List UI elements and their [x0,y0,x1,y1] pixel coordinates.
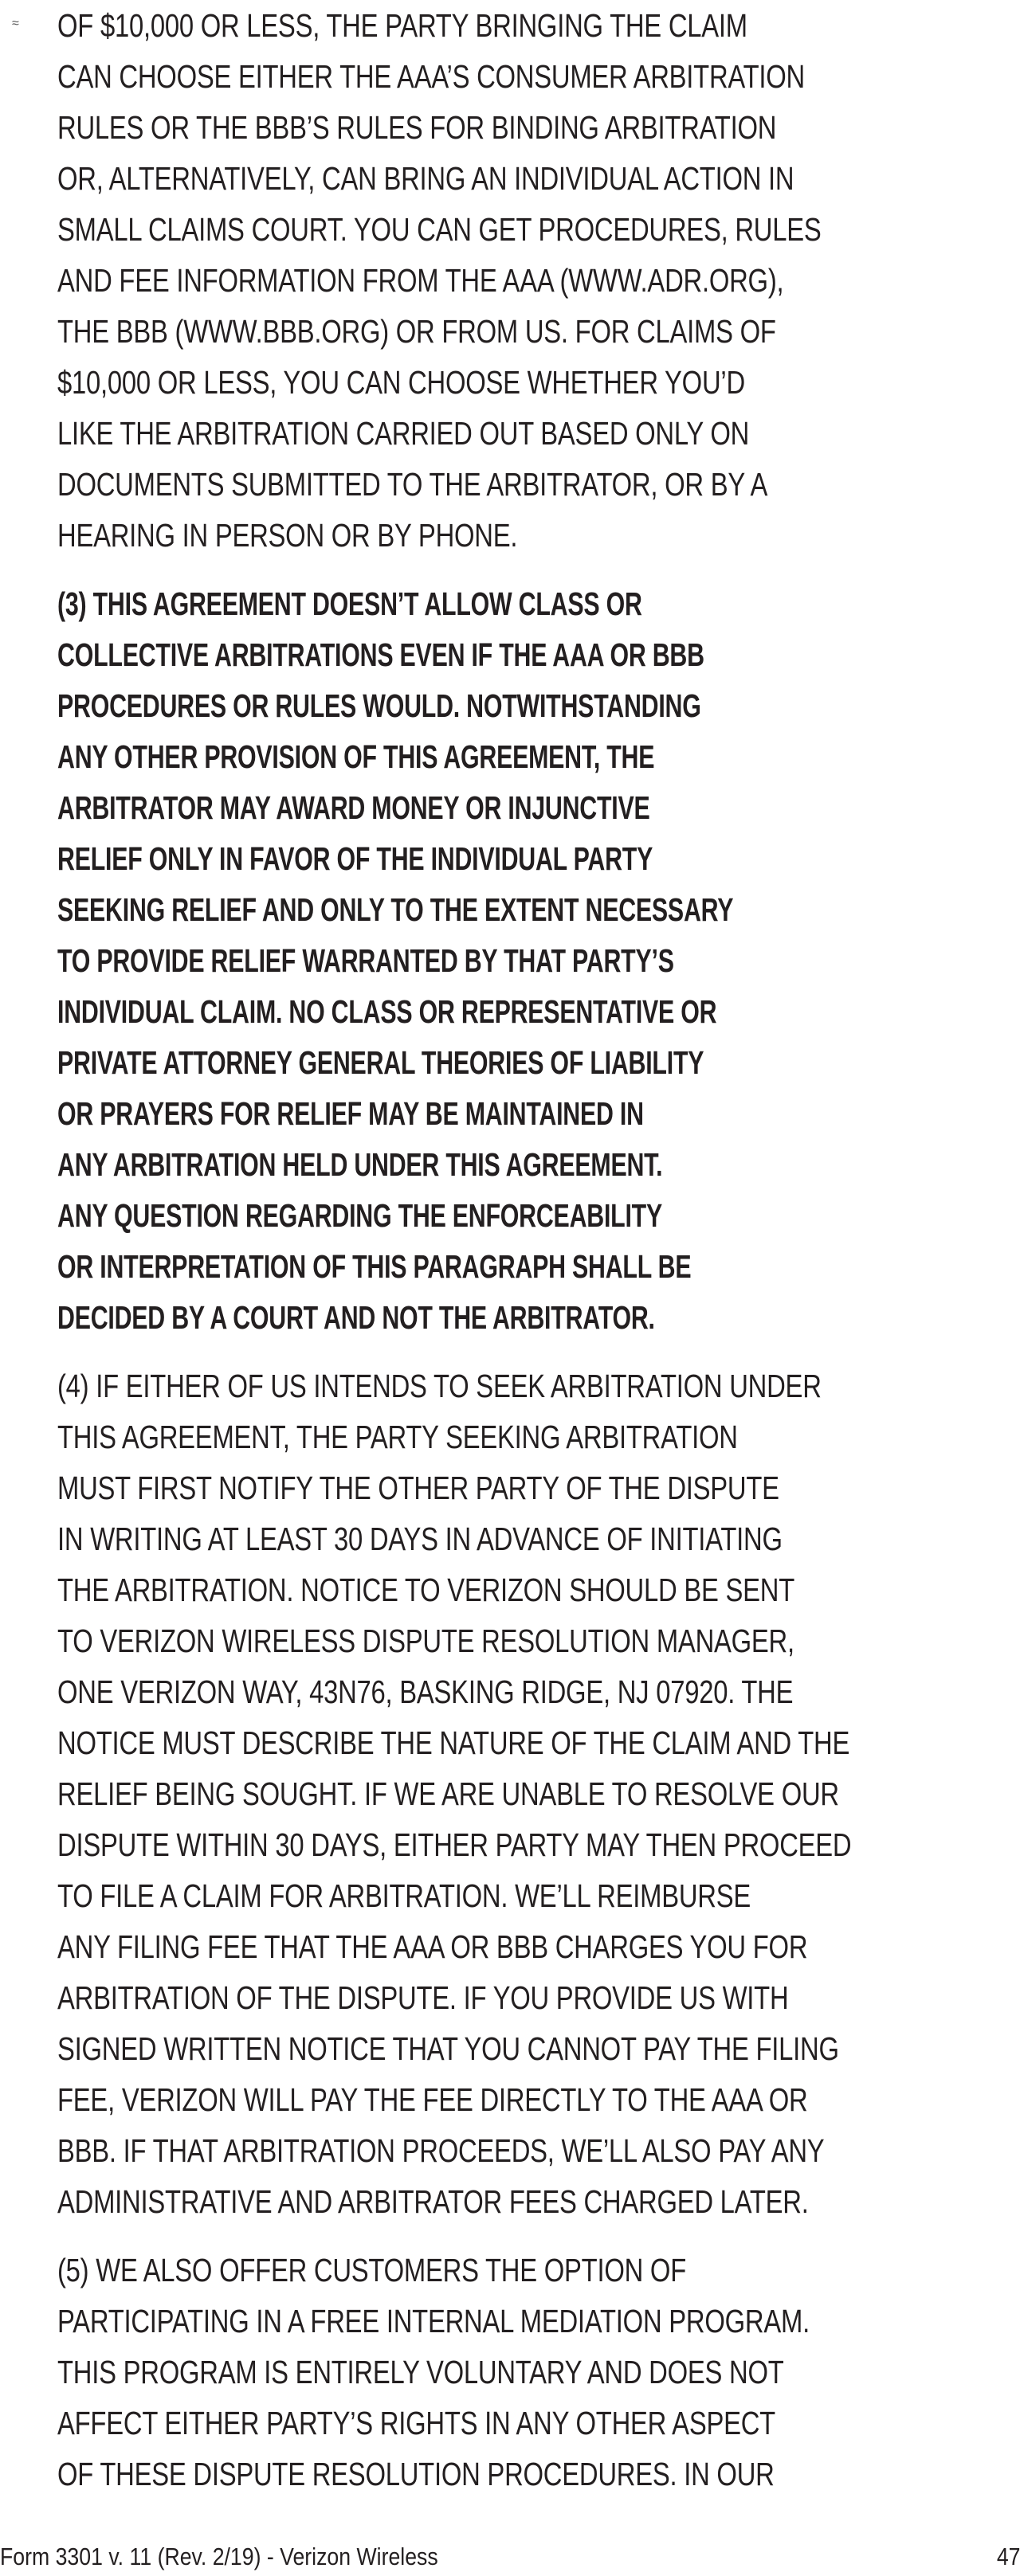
footer-form-label: Form 3301 v. 11 (Rev. 2/19) - Verizon Wireless [0,2543,438,2570]
paragraph-line: TO PROVIDE RELIEF WARRANTED BY THAT PARTY’S [57,942,674,979]
paragraph-line: TO FILE A CLAIM FOR ARBITRATION. WE’LL REIMBURSE [57,1877,751,1914]
paragraph-line: OF $10,000 OR LESS, THE PARTY BRINGING THE CLAIM [57,7,747,44]
paragraph-line: TO VERIZON WIRELESS DISPUTE RESOLUTION MANAGER, [57,1623,794,1659]
footer-page-number: 47 [996,2543,1020,2570]
paragraph-line: PARTICIPATING IN A FREE INTERNAL MEDIATION PROGRAM. [57,2303,810,2339]
paragraph-line: OR, ALTERNATIVELY, CAN BRING AN INDIVIDUAL ACTION IN [57,160,794,197]
paragraph-line: BBB. IF THAT ARBITRATION PROCEEDS, WE’LL ALSO PAY ANY [57,2132,825,2169]
paragraph-line: SEEKING RELIEF AND ONLY TO THE EXTENT NECESSARY [57,891,734,928]
paragraph-line: NOTICE MUST DESCRIBE THE NATURE OF THE CLAIM AND THE [57,1725,850,1761]
paragraph-line: RELIEF ONLY IN FAVOR OF THE INDIVIDUAL PARTY [57,840,653,877]
paragraph-line: $10,000 OR LESS, YOU CAN CHOOSE WHETHER YOU’D [57,364,745,401]
paragraph-line: ARBITRATOR MAY AWARD MONEY OR INJUNCTIVE [57,789,650,826]
paragraph-line: DISPUTE WITHIN 30 DAYS, EITHER PARTY MAY THEN PROCEED [57,1826,852,1863]
page-edge-mark: ≈ [12,17,19,30]
paragraph-line: ANY OTHER PROVISION OF THIS AGREEMENT, THE [57,738,655,775]
paragraph-line: HEARING IN PERSON OR BY PHONE. [57,517,518,554]
paragraph-line: RELIEF BEING SOUGHT. IF WE ARE UNABLE TO RESOLVE OUR [57,1775,839,1812]
paragraph-line: THE BBB (WWW.BBB.ORG) OR FROM US. FOR CLAIMS OF [57,313,776,350]
paragraph-line: (3) THIS AGREEMENT DOESN’T ALLOW CLASS OR [57,585,642,622]
paragraph-line: SMALL CLAIMS COURT. YOU CAN GET PROCEDURES, RULES [57,211,822,248]
paragraph-line: IN WRITING AT LEAST 30 DAYS IN ADVANCE OF INITIATING [57,1521,783,1557]
paragraph-line: THE ARBITRATION. NOTICE TO VERIZON SHOULD BE SENT [57,1572,794,1608]
paragraph-line: RULES OR THE BBB’S RULES FOR BINDING ARBITRATION [57,109,777,146]
paragraph-line: CAN CHOOSE EITHER THE AAA’S CONSUMER ARBITRATION [57,58,805,95]
paragraph-line: SIGNED WRITTEN NOTICE THAT YOU CANNOT PAY THE FILING [57,2030,839,2067]
paragraph-line: THIS PROGRAM IS ENTIRELY VOLUNTARY AND DOES NOT [57,2354,784,2390]
paragraph-line: DOCUMENTS SUBMITTED TO THE ARBITRATOR, OR BY A [57,466,768,503]
paragraph-line: (5) WE ALSO OFFER CUSTOMERS THE OPTION OF [57,2252,686,2288]
paragraph-line: AFFECT EITHER PARTY’S RIGHTS IN ANY OTHER ASPECT [57,2405,775,2441]
paragraph-line: THIS AGREEMENT, THE PARTY SEEKING ARBITRATION [57,1419,738,1455]
paragraph-line: LIKE THE ARBITRATION CARRIED OUT BASED ONLY ON [57,415,750,452]
paragraph-line: FEE, VERIZON WILL PAY THE FEE DIRECTLY TO THE AAA OR [57,2081,808,2118]
paragraph-line: OR PRAYERS FOR RELIEF MAY BE MAINTAINED IN [57,1095,644,1132]
paragraph-line: OR INTERPRETATION OF THIS PARAGRAPH SHALL BE [57,1248,692,1285]
paragraph-line: ANY ARBITRATION HELD UNDER THIS AGREEMENT. [57,1146,663,1183]
paragraph-line: MUST FIRST NOTIFY THE OTHER PARTY OF THE DISPUTE [57,1470,779,1506]
paragraph-line: DECIDED BY A COURT AND NOT THE ARBITRATOR. [57,1299,655,1336]
paragraph-line: (4) IF EITHER OF US INTENDS TO SEEK ARBITRATION UNDER [57,1368,822,1404]
paragraph-line: INDIVIDUAL CLAIM. NO CLASS OR REPRESENTATIVE OR [57,993,717,1030]
paragraph-line: PROCEDURES OR RULES WOULD. NOTWITHSTANDING [57,687,701,724]
paragraph-line: AND FEE INFORMATION FROM THE AAA (WWW.ADR.ORG), [57,262,784,299]
paragraph-line: OF THESE DISPUTE RESOLUTION PROCEDURES. IN OUR [57,2456,775,2492]
paragraph-line: ANY QUESTION REGARDING THE ENFORCEABILITY [57,1197,663,1234]
paragraph-line: ADMINISTRATIVE AND ARBITRATOR FEES CHARGED LATER. [57,2183,809,2220]
paragraph-line: ONE VERIZON WAY, 43N76, BASKING RIDGE, NJ 07920. THE [57,1674,794,1710]
paragraph-line: ARBITRATION OF THE DISPUTE. IF YOU PROVIDE US WITH [57,1979,789,2016]
paragraph-line: ANY FILING FEE THAT THE AAA OR BBB CHARGES YOU FOR [57,1928,808,1965]
paragraph-line: COLLECTIVE ARBITRATIONS EVEN IF THE AAA OR BBB [57,636,704,673]
paragraph-line: PRIVATE ATTORNEY GENERAL THEORIES OF LIABILITY [57,1044,704,1081]
